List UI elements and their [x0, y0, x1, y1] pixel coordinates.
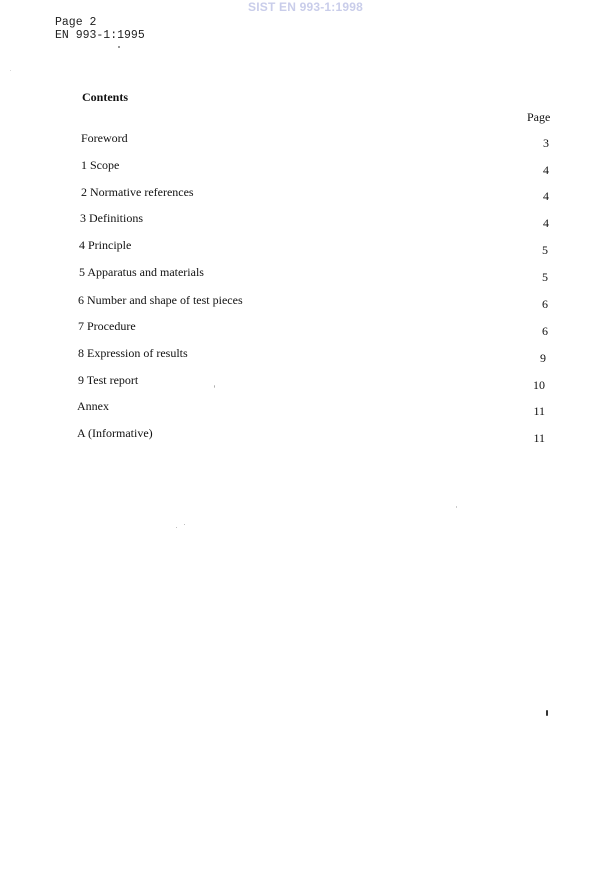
- toc-entry-page: 9: [540, 351, 546, 365]
- toc-entry-label: 2 Normative references: [81, 185, 194, 199]
- scan-speck: [546, 710, 548, 716]
- toc-entry-label: A (Informative): [77, 426, 153, 440]
- toc-entry-label: 5 Apparatus and materials: [79, 265, 204, 279]
- toc-entry-test-report: [0, 373, 611, 392]
- toc-entry-label: Annex: [77, 399, 109, 413]
- toc-entry-label: 8 Expression of results: [78, 346, 188, 360]
- scan-speck: [184, 524, 185, 525]
- toc-entry-page: 11: [533, 404, 545, 418]
- toc-entry-page: 5: [542, 243, 548, 257]
- toc-entry-page: 4: [543, 163, 549, 177]
- toc-entry-page: 3: [543, 136, 549, 150]
- toc-entry-page: 6: [542, 297, 548, 311]
- scan-speck: [10, 70, 11, 71]
- toc-entry-page: 5: [542, 270, 548, 284]
- toc-entry-normative-references: [0, 185, 611, 203]
- toc-entry-number-and-shape-of-test-pieces: [0, 293, 611, 311]
- toc-entry-scope: [0, 158, 611, 177]
- watermark: SIST EN 993-1:1998: [248, 0, 363, 14]
- page-header: [55, 16, 145, 42]
- toc-entry-procedure: [0, 319, 611, 338]
- toc-entry-definitions: [0, 211, 611, 230]
- document-id-line: EN 993-1:1995: [55, 29, 145, 42]
- page-column-heading: Page: [527, 110, 551, 124]
- toc-entry-label: 1 Scope: [81, 158, 120, 172]
- toc-entry-label: 4 Principle: [79, 238, 132, 252]
- toc-entry-page: 6: [542, 324, 548, 338]
- scan-speck: [214, 385, 215, 388]
- toc-entry-annex: [0, 399, 611, 418]
- scan-speck: [176, 527, 177, 528]
- page-number-line: Page 2: [55, 16, 97, 29]
- toc-entry-apparatus-and-materials: [0, 265, 611, 284]
- toc-entry-label: 7 Procedure: [78, 319, 136, 333]
- toc-entry-label: 9 Test report: [78, 373, 139, 387]
- toc-entry-label: 6 Number and shape of test pieces: [78, 293, 243, 307]
- toc-entry-label: Foreword: [81, 131, 128, 145]
- toc-entry-page: 4: [543, 216, 549, 230]
- toc-entry-annex-a: [0, 426, 611, 445]
- scan-speck: [456, 506, 457, 508]
- contents-title: Contents: [82, 90, 129, 104]
- toc-entry-page: 4: [543, 189, 549, 203]
- toc-entry-expression-of-results: [0, 346, 611, 365]
- toc-entry-page: 10: [533, 378, 545, 392]
- toc-entry-page: 11: [533, 431, 545, 445]
- toc-entry-label: 3 Definitions: [80, 211, 143, 225]
- scan-speck: [118, 46, 120, 48]
- toc-entry-foreword: [0, 131, 611, 150]
- toc-entry-principle: [0, 238, 611, 257]
